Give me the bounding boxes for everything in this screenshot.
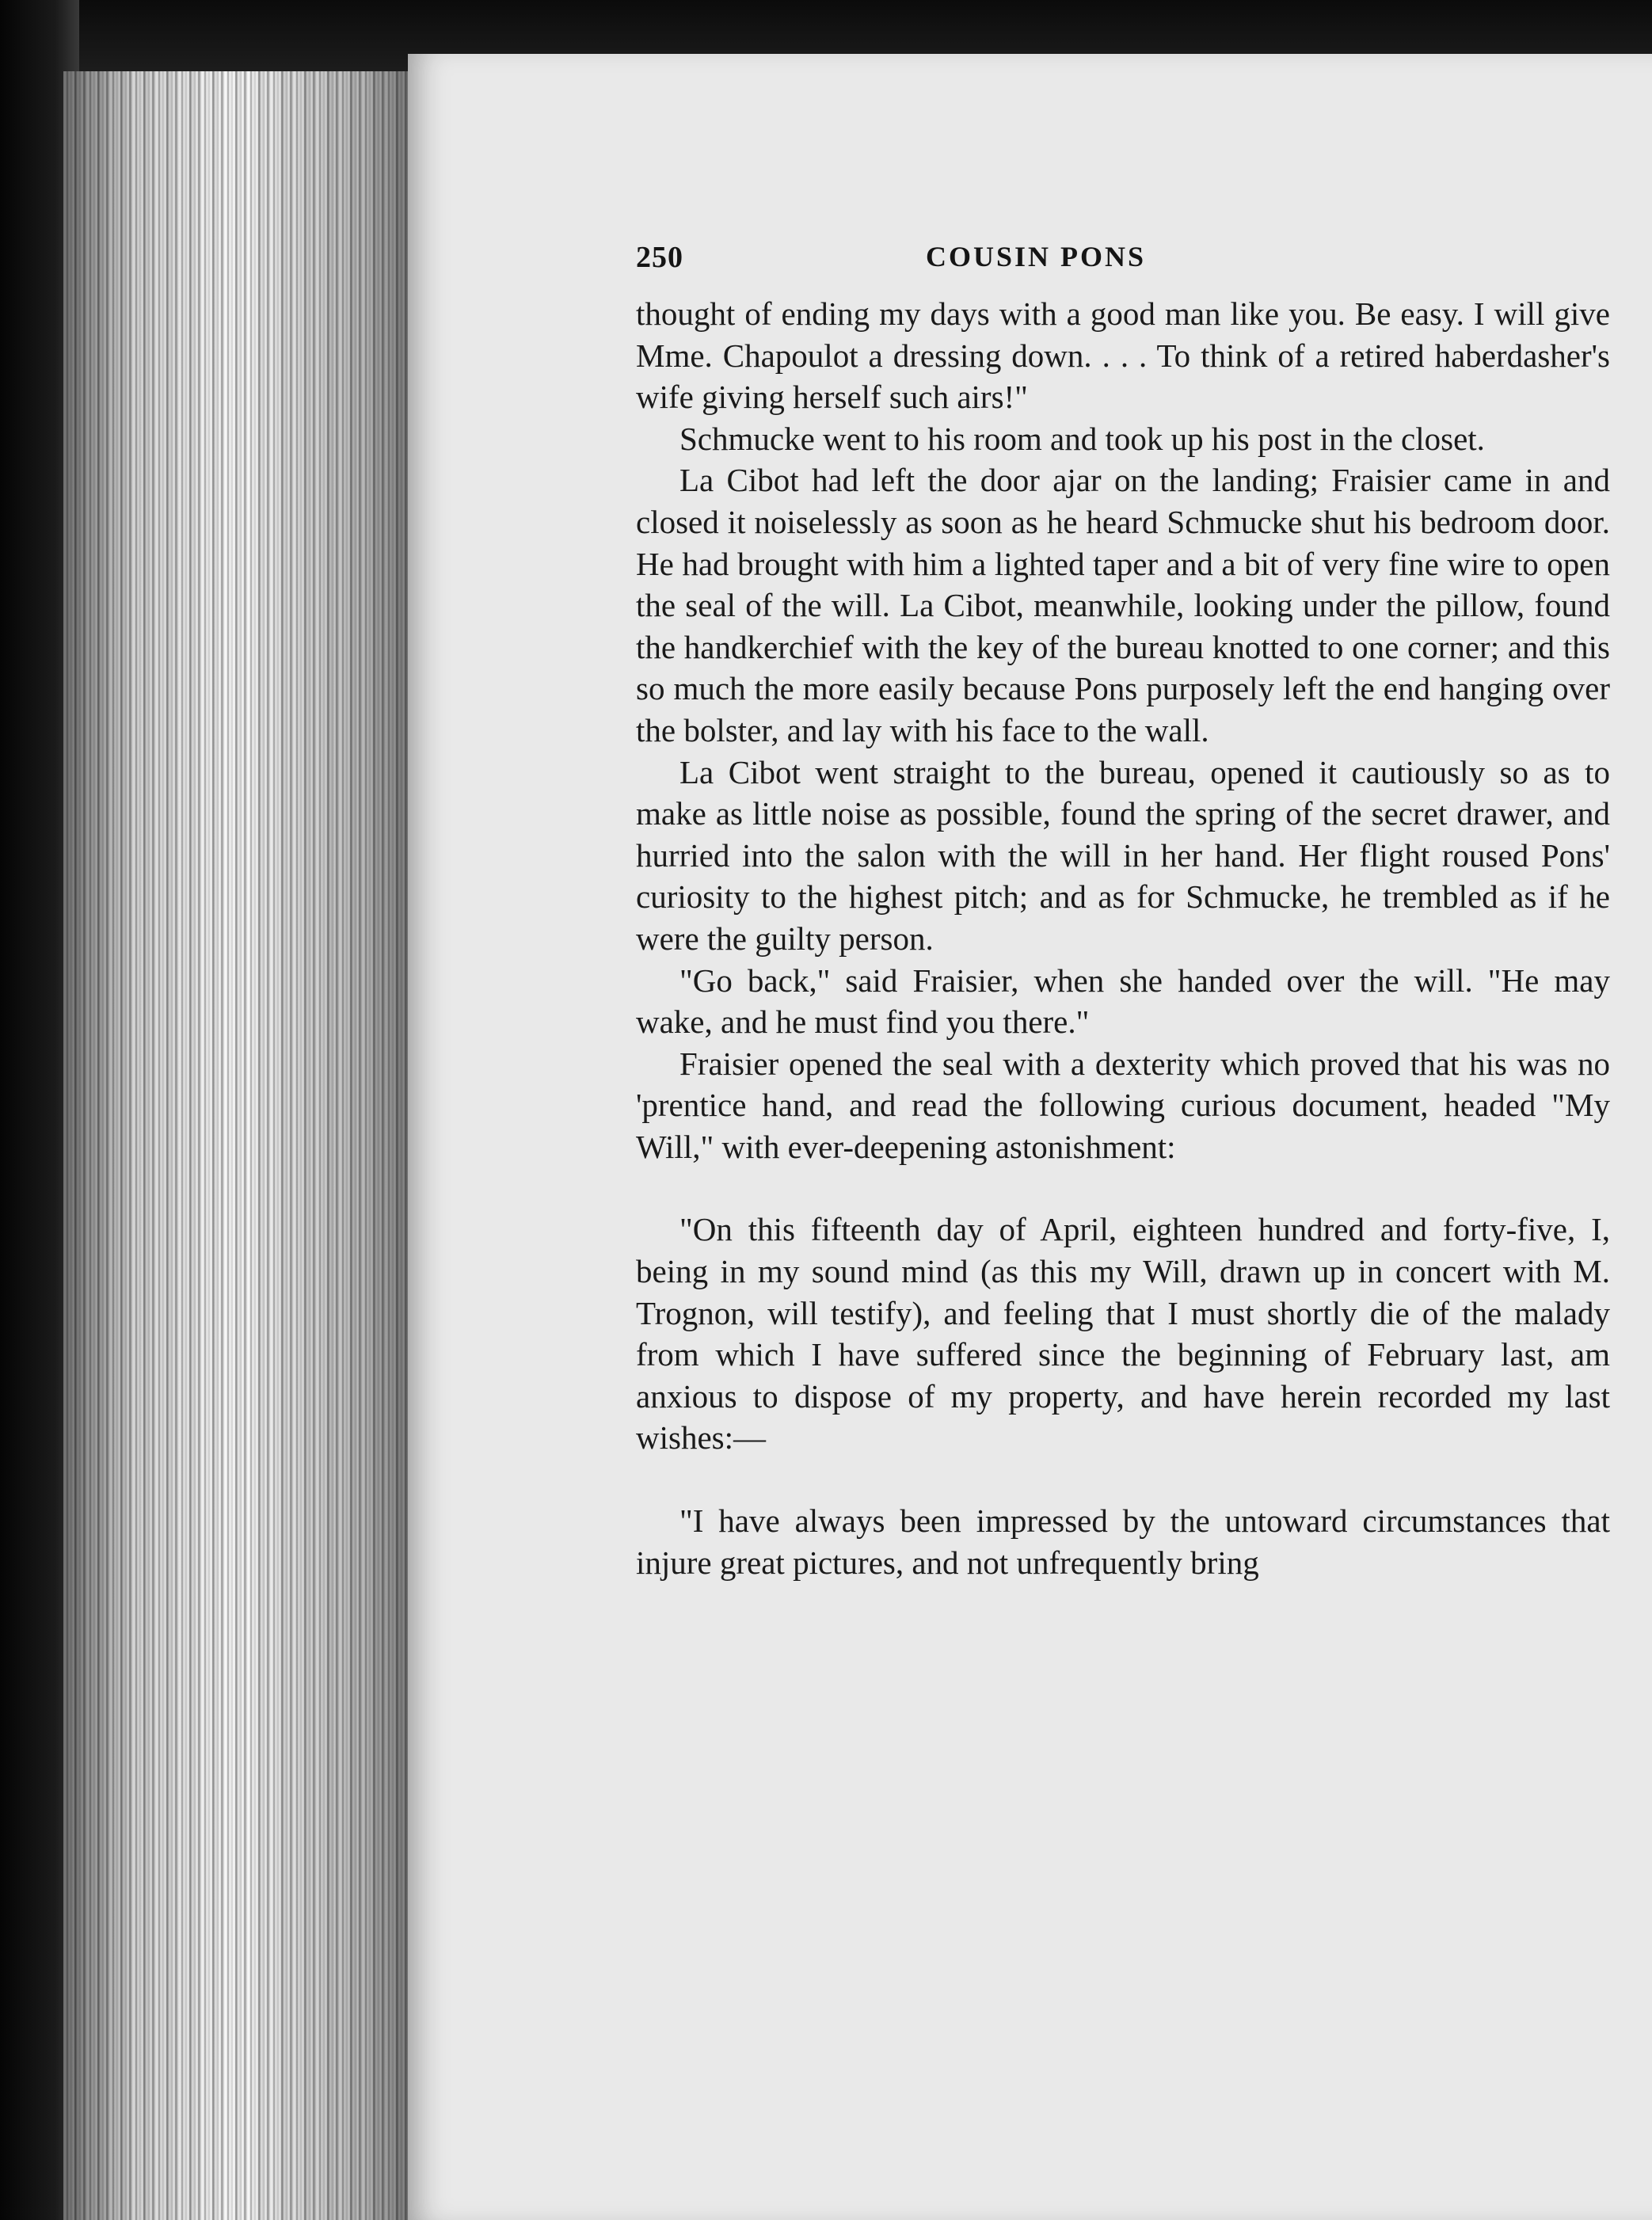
paragraph: Fraisier opened the seal with a dexterity which proved that his was no 'prentice hand, and read the following curious document, headed "My Will," with ever-deepening astonishment: (636, 1045, 1610, 1165)
book-edge-shading (63, 71, 412, 2220)
running-head (636, 240, 1634, 287)
book-page (408, 54, 1652, 2220)
will-paragraph: "On this fifteenth day of April, eighteen hundred and forty-five, I, being in my sound mind (as this my Will, drawn up in concert with M. Trognon, will testify), and feeling that I must shortly die of the malady from which I have suffered since the beginning of February last, am anxious to dispose of my property, and have herein recorded my last wishes:— (636, 1211, 1610, 1457)
paragraph: Schmucke went to his room and took up his post in the closet. (679, 420, 1485, 457)
paragraph: La Cibot went straight to the bureau, opened it cautiously so as to make as little noise as possible, found the spring of the secret drawer, and hurried into the salon with the will in her hand. Her flight roused Pons' curiosity to the highest pitch; and as for Schmucke, he trembled as if he were the guilty person. (636, 753, 1610, 957)
paragraph: La Cibot had left the door ajar on the landing; Fraisier came in and closed it noiselessly as soon as he heard Schmucke shut his bedroom door. He had brought with him a lighted taper and a bit of very fine wire to open the seal of the will. La Cibot, meanwhile, looking under the pillow, found the handkerchief with the key of the bureau knotted to one corner; and this so much the more easily because Pons purposely left the end hanging over the bolster, and lay with his face to the wall. (636, 462, 1610, 748)
body-text (636, 293, 1610, 1583)
will-paragraph: "I have always been impressed by the untoward circumstances that injure great pictures, and not unfrequently bring (636, 1502, 1610, 1581)
running-title: COUSIN PONS (925, 241, 1147, 272)
paragraph: "Go back," said Fraisier, when she handed over the will. "He may wake, and he must find you there." (636, 961, 1610, 1041)
paragraph-continuation: thought of ending my days with a good man like you. Be easy. I will give Mme. Chapoulot a dressing down. . . . To think of a retired haberdasher's wife giving herself such airs!" (636, 295, 1610, 416)
page-number: 250 (636, 241, 683, 274)
